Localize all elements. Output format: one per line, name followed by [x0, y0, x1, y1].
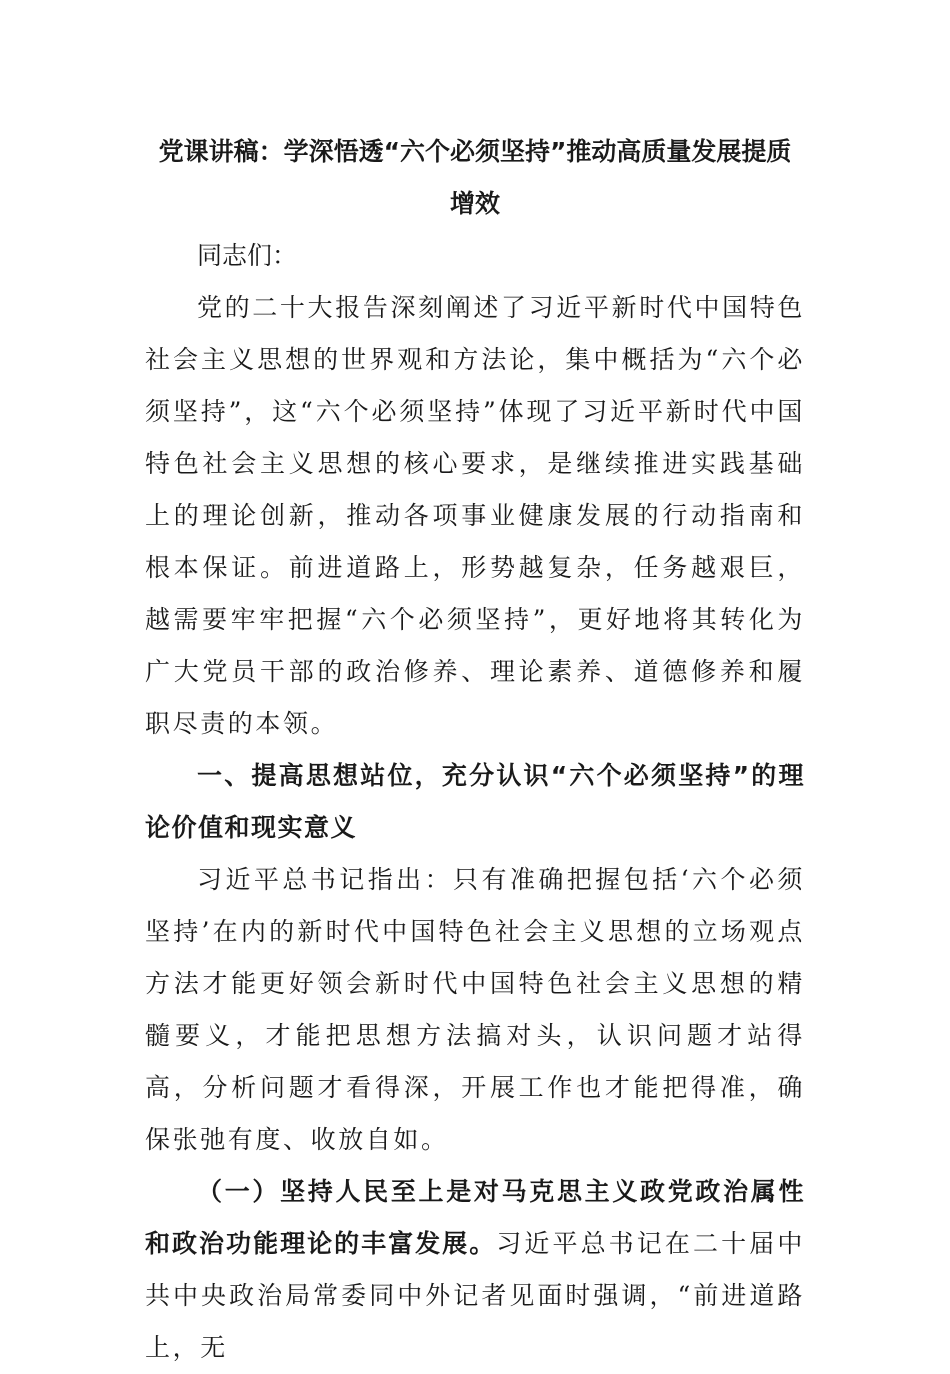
- paragraph-section-1: 习近平总书记指出：只有准确把握包括‘六个必须坚持’在内的新时代中国特色社会主义思想的立场观点方法才能更好领会新时代中国特色社会主义思想的精髓要义，才能把思想方法搞对头，认识问题才站得高，分析问题才看得深，开展工作也才能把得准，确保张弛有度、收放自如。: [145, 865, 805, 1154]
- paragraph-intro: 党的二十大报告深刻阐述了习近平新时代中国特色社会主义思想的世界观和方法论，集中概括为“六个必须坚持”，这“六个必须坚持”体现了习近平新时代中国特色社会主义思想的核心要求，是继续推进实践基础上的理论创新，推动各项事业健康发展的行动指南和根本保证。前进道路上，形势越复杂，任务越艰巨，越需要牢牢把握“六个必须坚持”，更好地将其转化为广大党员干部的政治修养、理论素养、道德修养和履职尽责的本领。: [145, 293, 805, 738]
- section-heading-1: 一、提高思想站位，充分认识“六个必须坚持”的理论价值和现实意义: [145, 761, 805, 842]
- subsection-heading-1: （一）坚持人民至上是对马克思主义政党政治属性和政治功能理论的丰富发展。: [145, 1177, 805, 1258]
- document-title: 党课讲稿：学深悟透“六个必须坚持”推动高质量发展提质增效: [158, 137, 792, 218]
- subsection-text-1: 习近平总书记在二十届中共中央政治局常委同中外记者见面时强调，“前进道路上，无: [145, 1229, 805, 1362]
- salutation: 同志们：: [197, 241, 298, 270]
- subsection-paragraph-1: [145, 1166, 805, 1374]
- document-page: [145, 126, 805, 1374]
